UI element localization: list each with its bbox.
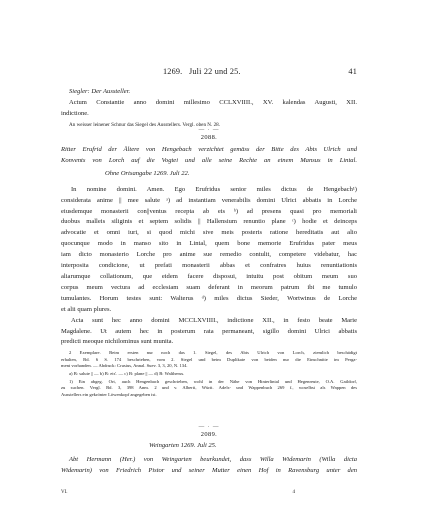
- top-section: [61, 87, 357, 129]
- document-summary: [61, 455, 357, 477]
- body-line: interposita condicione, ut prefati monasterii abbas et confratres huius renuntiationis: [61, 262, 357, 270]
- summary-line: Ritter Erufrid der Ältere von Hengebach verzichtet gemäss der Bitte des Abts Ulrich und: [61, 146, 357, 153]
- separator: — · —: [198, 127, 220, 133]
- separator: — · —: [198, 424, 220, 430]
- summary-line: Abt Hermann (Her.) von Weingarten beurkundet, dass Willa Widemarin (Willa dicta: [69, 455, 357, 463]
- body-line: et alii quam plures.: [61, 305, 112, 313]
- body-line: Magdalene. Ut autem hec in posterum rata permaneant, sigillo domini Ulrici abbatis: [61, 327, 357, 335]
- variant-notes: a) B: salute || — b) B: eis'. — c) B: plane || — d) B: Waltherus.: [69, 370, 185, 376]
- page-header: [61, 67, 357, 79]
- actum-line-2: indictione.: [61, 109, 89, 117]
- document-number: 2089.: [200, 431, 218, 438]
- document-summary: [61, 145, 357, 167]
- page-footer: [61, 490, 357, 495]
- body-line: iam dicto monasterio Lorche pro anime sue remedio contulit, competere videbatur, hac: [61, 251, 357, 259]
- document-2089: [61, 431, 357, 477]
- body-line: aliarumque collationum, que eidem facere disposui, intuitu post obitum meum suo: [61, 272, 357, 280]
- note-line: 2 Exemplare. Beim ersten nur noch das 1. Siegel, des Abts Ulrich von Lorch, ziemlich beschädigt: [69, 350, 357, 356]
- document-2088: [61, 134, 357, 398]
- sheet-number: 4: [292, 490, 295, 495]
- document-number: 2088.: [200, 134, 218, 141]
- summary-line: Konvents von Lorch auf die Vogtei und alle seine Rechte an einem Mansus in Lintal.: [61, 156, 357, 164]
- body-line: Acta sunt hec anno domini MCCLXVIIII., indictione XII., in festo beate Marie: [71, 316, 357, 324]
- actum-line: Actum Constantie anno domini millesimo CCLXVIIII., XV. kalendas Augusti, XII.: [69, 98, 357, 106]
- header-date: Juli 22 und 25.: [189, 67, 241, 76]
- signature-mark: VI.: [61, 490, 68, 495]
- body-line: tumulantes. Horum testes sunt: Walterus ᵈ) miles dictus Sieder, Wortwinus de Lorche: [61, 294, 357, 302]
- document-body: [61, 185, 357, 349]
- page-number: 41: [348, 67, 357, 76]
- body-line: duobus malleis siliginis et septem solidis || Hallensium renuntio plane ᶜ) hodie et deinceps: [61, 218, 357, 226]
- body-line: quocunque modo in manso sito in Lintal, quem bone memorie Erufridus pater meus: [61, 240, 357, 248]
- document-place-date: Weingarten 1269. Juli 25.: [149, 442, 217, 449]
- footnote-line: Ausstellers ein gekrönter Löwenkopf angegeben ist.: [61, 391, 157, 397]
- note-line: ment vorhanden. — Abdruck: Crusius, Annal. Suev. 3, 3, 20, N. 134.: [61, 362, 188, 368]
- summary-line: Widemarin) von Friedrich Pistor und seiner Mutter einen Hof in Ravensburg unter den: [61, 466, 357, 474]
- body-line: considerata anime || mee salute ᵃ) ad instantiam venerabilis domini Ulrici abbatis in Lorche: [61, 196, 357, 204]
- document-place-date: Ohne Ortsangabe 1269. Juli 22.: [105, 169, 190, 177]
- footnote-line: zu suchen. Vergl. Bd. 3, 398 Anm. 2 und v. Alberti, Württ. Adels- und Wappenbuch 269 f., woselbst als Wappen des: [61, 385, 357, 391]
- body-line: advocatie et omni iuri, si quod michi sive meis posteris ratione hereditatis aut alio: [61, 229, 357, 237]
- body-line: eiusdemque monasterii con||ventus recepta ab eis ᵇ) ad presens quasi pro memoriali: [61, 207, 357, 215]
- seal-line: Siegler: Der Aussteller.: [69, 88, 131, 95]
- note-line: erhalten, Bd. 6 S. 174 beschrieben, vom 2. Siegel und beim Duplikate von beiden nur die Einschnitte im Perga-: [61, 356, 357, 362]
- body-line: corpus meum vectura ad ecclesiam suam deferant in meorum patrum ibi me tumulo: [61, 283, 357, 291]
- header-year: 1269.: [163, 67, 183, 76]
- body-line: In nomine domini. Amen. Ego Erufridus senior miles dictus de Hengebach¹): [71, 185, 357, 193]
- seal-note: An weisser leinener Schnur das Siegel des Ausstellers. Vergl. oben N. 28.: [69, 121, 221, 128]
- document-notes: [61, 350, 357, 397]
- footnote-line: 1) Ein abgeg. Ort, auch Hengenbach geschrieben, wohl in der Nähe von Hinterlintal und Hegenreute, O.A. Gaildorf,: [69, 379, 357, 385]
- body-line: predicti meoque nichilominus sunt munita.: [61, 338, 174, 346]
